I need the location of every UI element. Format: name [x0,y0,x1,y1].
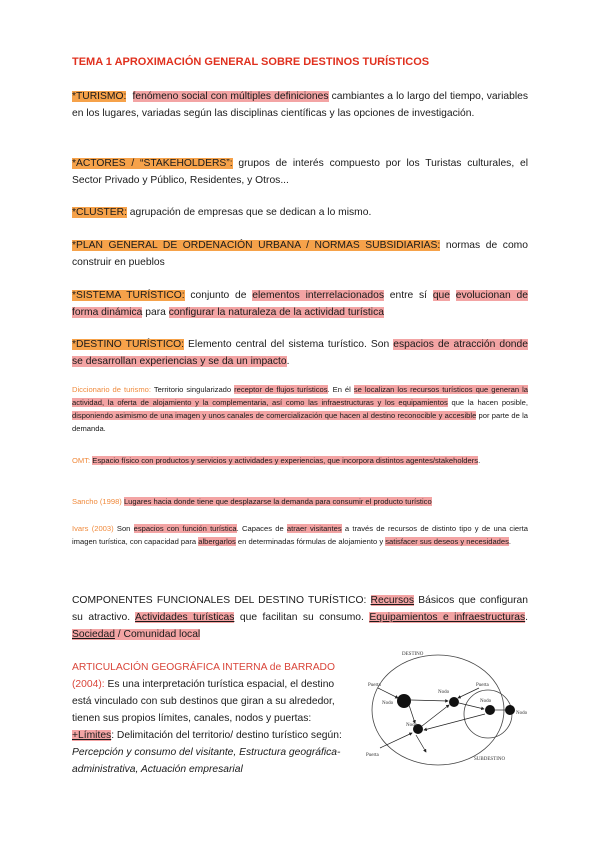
omt-definition [72,454,528,467]
diccionario-text-2: . En él [327,385,354,394]
sistema-term: *SISTEMA TURÍSTICO: [72,290,185,301]
omt-text-2: . [478,456,481,465]
link-arrow-1 [409,705,415,723]
sistema-highlight-3: evolucionan de forma dinámica [72,290,528,318]
diccionario-highlight-2: se localizan los recursos turísticos que generan la actividad, la oferta de alojamiento y la complementaria, así como las infraestructuras y los equipamientos [72,385,529,407]
ivars-text-3: a través de recursos de distinto tipo y de una cierta imagen turística, con capacidad para [72,524,528,546]
nodo-label-5: Nodo [516,711,528,716]
puerta-label-2: Puerta [366,753,379,758]
limites-label: +Límites [72,730,112,741]
articulacion-paragraph [72,659,348,778]
actores-definition [72,155,528,189]
destino-term: *DESTINO TURÍSTICO: [72,339,184,350]
nodo-label-2: Nodo [406,723,418,728]
ivars-text-5: . [508,537,512,546]
sancho-source: Sancho (1998) [72,497,122,506]
puerta-label-3: Puerta [476,683,489,688]
componentes-equipamientos: Equipamientos e infraestructuras [369,612,526,623]
plan-text: normas de como construir en pueblos [72,240,528,268]
diccionario-text-4: por parte de la demanda. [72,411,528,433]
nodo-node-3 [449,697,459,707]
articulacion-text-1: Es una interpretación turística espacial, el destino está vinculado con sub destinos que giran a su alrededor, tienen sus propios límites, canales, nodos y puertas: [72,679,335,724]
destino-highlight: espacios de atracción donde se desarrollan experiencias y se da un impacto [72,339,528,367]
componentes-recursos: Recursos [370,595,415,606]
sistema-text-3 [450,290,456,301]
plan-term: *PLAN GENERAL DE ORDENACIÓN URBANA / NORMAS SUBSIDIARIAS: [72,240,441,251]
page-title: TEMA 1 APROXIMACIÓN GENERAL SOBRE DESTINOS TURÍSTICOS [72,56,430,68]
omt-highlight: Espacio físico con productos y servicios y actividades y experiencias, que incorpora distintos agentes/stakeholders [92,456,479,465]
diccionario-definition [72,383,528,435]
actores-text: grupos de interés compuesto por los Turistas culturales, el Sector Privado y Público, Residentes, y Otros... [72,158,528,186]
sistema-highlight-1: elementos interrelacionados [252,290,384,301]
sistema-text-4: para [142,307,169,318]
destino-text-2: . [286,356,290,367]
destino-text-1: Elemento central del sistema turístico. Son [184,339,394,350]
diccionario-text-3: que la hacen posible, [447,398,528,407]
link-arrow-3 [411,700,448,701]
destino-definition [72,336,528,370]
ivars-source: Ivars (2003) [72,524,114,533]
sancho-highlight: Lugares hacia donde tiene que desplazarse la demanda para consumir el producto turístico [123,497,432,506]
sistema-highlight-4: configurar la naturaleza de la actividad turística [168,307,384,318]
destino-label: DESTINO [402,652,424,657]
puerta-arrow-2 [380,733,412,748]
puerta-arrow-1 [378,688,398,698]
diccionario-text-1: Territorio singularizado [151,385,235,394]
diccionario-source: Diccionario de turismo: [72,385,151,394]
subdestino-label: SUBDESTINO [474,757,506,762]
ivars-highlight-3: albergarlos [198,537,236,546]
ivars-text-1: Son [113,524,134,533]
ivars-highlight-2: atraer visitantes [286,524,342,533]
diccionario-highlight-3: disponiendo asimismo de una imagen y unos canales de comercialización que hacen al destino reconocible y accesible [72,411,477,420]
sistema-text-2: entre sí [384,290,433,301]
nodo-label-4: Nodo [480,699,492,704]
componentes-text-3: que facilitan su consumo. [234,612,370,623]
componentes-text-2: Básicos que configuran su atractivo. [72,595,528,623]
nodo-node-5 [505,705,515,715]
sistema-definition [72,287,528,321]
nodo-node-4 [485,705,495,715]
plan-definition [72,237,528,271]
destination-diagram [356,644,532,768]
link-arrow-6 [416,735,426,752]
actores-term: *ACTORES / “STAKEHOLDERS”: [72,158,233,169]
articulacion-title: ARTICULACIÓN GEOGRÁFICA INTERNA de BARRADO (2004): [72,662,336,690]
turismo-highlight: fenómeno social con múltiples definiciones [132,91,329,102]
componentes-text-1: COMPONENTES FUNCIONALES DEL DESTINO TURÍSTICO: [72,595,371,606]
componentes-actividades: Actividades turísticas [135,612,235,623]
nodo-node-1 [397,694,411,708]
componentes-text-4: . [525,612,529,623]
componentes-text-5: / Comunidad local [114,629,201,640]
nodo-label-1: Nodo [382,701,394,706]
ivars-highlight-4: satisfacer sus deseos y necesidades [385,537,509,546]
componentes-sociedad: Sociedad [72,629,115,640]
omt-source: OMT: [72,456,91,465]
turismo-text: cambiantes a lo largo del tiempo, variables en los lugares, variadas según las disciplinas científicas y las opciones de investigación. [72,91,528,119]
destino-boundary [372,655,504,765]
articulacion-text-2: : Delimitación del territorio/ destino turístico según: [111,730,342,741]
ivars-definition [72,522,528,548]
cluster-term: *CLUSTER: [72,207,127,218]
cluster-definition [72,204,528,221]
turismo-definition [72,88,528,122]
ivars-highlight-1: espacios con función turística [133,524,237,533]
ivars-text-2: . Capaces de [236,524,287,533]
turismo-term: *TURISMO: [72,91,127,102]
diccionario-highlight-1: receptor de flujos turísticos [234,385,328,394]
link-arrow-5 [424,714,485,730]
cluster-text: agrupación de empresas que se dedican a lo mismo. [126,207,372,218]
sistema-text-1: conjunto de [184,290,253,301]
sancho-definition [72,495,528,508]
componentes-paragraph [72,592,528,643]
sistema-highlight-2: que [432,290,450,301]
ivars-text-4: en determinadas fórmulas de alojamiento y [235,537,386,546]
puerta-label-1: Puerta [368,683,381,688]
limites-criteria: Percepción y consumo del visitante, Estructura geográfica-administrativa, Actuación empresarial [72,747,341,775]
link-arrow-2 [422,705,449,726]
nodo-label-3: Nodo [438,690,450,695]
